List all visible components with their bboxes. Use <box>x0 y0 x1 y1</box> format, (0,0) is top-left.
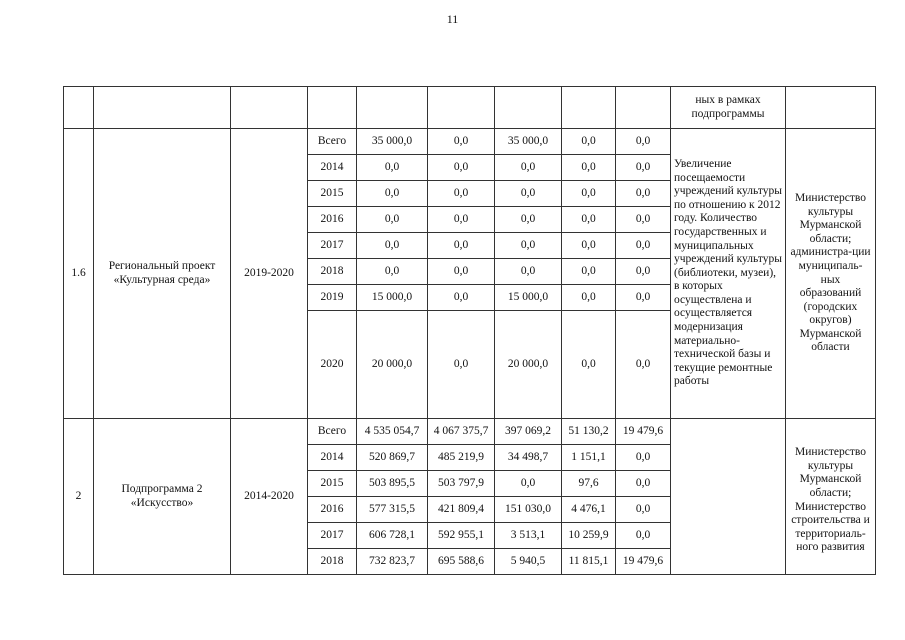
mun-cell: 0,0 <box>562 181 616 207</box>
other-cell: 0,0 <box>616 207 671 233</box>
other-cell: 0,0 <box>616 471 671 497</box>
fed-cell: 0,0 <box>428 311 495 419</box>
empty-cell <box>94 87 231 129</box>
year-cell: Всего <box>308 419 357 445</box>
mun-cell: 4 476,1 <box>562 497 616 523</box>
empty-cell <box>786 87 876 129</box>
total-cell: 0,0 <box>357 233 428 259</box>
reg-cell: 5 940,5 <box>495 549 562 575</box>
reg-cell: 20 000,0 <box>495 311 562 419</box>
reg-cell: 3 513,1 <box>495 523 562 549</box>
year-cell: 2019 <box>308 285 357 311</box>
reg-cell: 34 498,7 <box>495 445 562 471</box>
total-cell: 35 000,0 <box>357 129 428 155</box>
reg-cell: 35 000,0 <box>495 129 562 155</box>
fed-cell: 695 588,6 <box>428 549 495 575</box>
mun-cell: 51 130,2 <box>562 419 616 445</box>
result-cell: Увеличение посещаемости учреждений культуры по отношению к 2012 году. Количество государственных и муниципальных учреждений культуры (библиотеки, музеи), в которых осуществлена и осуществляется модернизация материально-технической базы и текущие ремонтные работы <box>671 129 786 419</box>
row-period: 2014-2020 <box>231 419 308 575</box>
total-cell: 0,0 <box>357 181 428 207</box>
reg-cell: 0,0 <box>495 259 562 285</box>
year-cell: 2017 <box>308 523 357 549</box>
fed-cell: 485 219,9 <box>428 445 495 471</box>
other-cell: 19 479,6 <box>616 419 671 445</box>
row-period: 2019-2020 <box>231 129 308 419</box>
executor-cell: Министерство культуры Мурманской области; Министерство строительства и территориаль-ного развития <box>786 419 876 575</box>
reg-cell: 0,0 <box>495 155 562 181</box>
empty-cell <box>428 87 495 129</box>
mun-cell: 0,0 <box>562 311 616 419</box>
mun-cell: 97,6 <box>562 471 616 497</box>
total-cell: 520 869,7 <box>357 445 428 471</box>
mun-cell: 0,0 <box>562 259 616 285</box>
other-cell: 0,0 <box>616 155 671 181</box>
table-row <box>64 129 876 155</box>
year-cell: 2016 <box>308 497 357 523</box>
fed-cell: 503 797,9 <box>428 471 495 497</box>
year-cell: 2018 <box>308 259 357 285</box>
reg-cell: 0,0 <box>495 471 562 497</box>
year-cell: 2015 <box>308 181 357 207</box>
table-row <box>64 419 876 445</box>
mun-cell: 11 815,1 <box>562 549 616 575</box>
total-cell: 20 000,0 <box>357 311 428 419</box>
reg-cell: 0,0 <box>495 207 562 233</box>
year-cell: 2017 <box>308 233 357 259</box>
row-number: 1.6 <box>64 129 94 419</box>
other-cell: 0,0 <box>616 181 671 207</box>
fed-cell: 0,0 <box>428 233 495 259</box>
other-cell: 0,0 <box>616 259 671 285</box>
fed-cell: 4 067 375,7 <box>428 419 495 445</box>
fed-cell: 0,0 <box>428 207 495 233</box>
total-cell: 606 728,1 <box>357 523 428 549</box>
fed-cell: 592 955,1 <box>428 523 495 549</box>
total-cell: 0,0 <box>357 259 428 285</box>
reg-cell: 0,0 <box>495 181 562 207</box>
total-cell: 577 315,5 <box>357 497 428 523</box>
year-cell: 2014 <box>308 155 357 181</box>
total-cell: 0,0 <box>357 207 428 233</box>
other-cell: 0,0 <box>616 311 671 419</box>
executor-cell: Министерство культуры Мурманской области; администра-ции муниципаль-ных образований (городских округов) Мурманской области <box>786 129 876 419</box>
fed-cell: 421 809,4 <box>428 497 495 523</box>
total-cell: 4 535 054,7 <box>357 419 428 445</box>
other-cell: 0,0 <box>616 523 671 549</box>
other-cell: 0,0 <box>616 445 671 471</box>
year-cell: Всего <box>308 129 357 155</box>
other-cell: 0,0 <box>616 129 671 155</box>
budget-table <box>63 86 876 575</box>
fed-cell: 0,0 <box>428 285 495 311</box>
year-cell: 2014 <box>308 445 357 471</box>
empty-cell <box>357 87 428 129</box>
other-cell: 0,0 <box>616 233 671 259</box>
year-cell: 2020 <box>308 311 357 419</box>
page-number: 11 <box>446 12 459 26</box>
year-cell: 2016 <box>308 207 357 233</box>
fed-cell: 0,0 <box>428 155 495 181</box>
mun-cell: 0,0 <box>562 155 616 181</box>
mun-cell: 10 259,9 <box>562 523 616 549</box>
mun-cell: 0,0 <box>562 129 616 155</box>
fed-cell: 0,0 <box>428 181 495 207</box>
row-name: Региональный проект «Культурная среда» <box>94 129 231 419</box>
fed-cell: 0,0 <box>428 129 495 155</box>
mun-cell: 0,0 <box>562 285 616 311</box>
reg-cell: 0,0 <box>495 233 562 259</box>
row-name: Подпрограмма 2 «Искусство» <box>94 419 231 575</box>
reg-cell: 397 069,2 <box>495 419 562 445</box>
mun-cell: 1 151,1 <box>562 445 616 471</box>
empty-cell <box>616 87 671 129</box>
result-cell <box>671 419 786 575</box>
empty-cell <box>562 87 616 129</box>
reg-cell: 151 030,0 <box>495 497 562 523</box>
other-cell: 0,0 <box>616 285 671 311</box>
total-cell: 0,0 <box>357 155 428 181</box>
empty-cell <box>308 87 357 129</box>
year-cell: 2018 <box>308 549 357 575</box>
table-header-row <box>64 87 876 129</box>
total-cell: 503 895,5 <box>357 471 428 497</box>
total-cell: 732 823,7 <box>357 549 428 575</box>
total-cell: 15 000,0 <box>357 285 428 311</box>
mun-cell: 0,0 <box>562 233 616 259</box>
reg-cell: 15 000,0 <box>495 285 562 311</box>
empty-cell <box>64 87 94 129</box>
fed-cell: 0,0 <box>428 259 495 285</box>
empty-cell <box>231 87 308 129</box>
other-cell: 0,0 <box>616 497 671 523</box>
mun-cell: 0,0 <box>562 207 616 233</box>
year-cell: 2015 <box>308 471 357 497</box>
empty-cell <box>495 87 562 129</box>
row-number: 2 <box>64 419 94 575</box>
header-result-text: ных в рамках подпрограммы <box>671 87 786 129</box>
other-cell: 19 479,6 <box>616 549 671 575</box>
